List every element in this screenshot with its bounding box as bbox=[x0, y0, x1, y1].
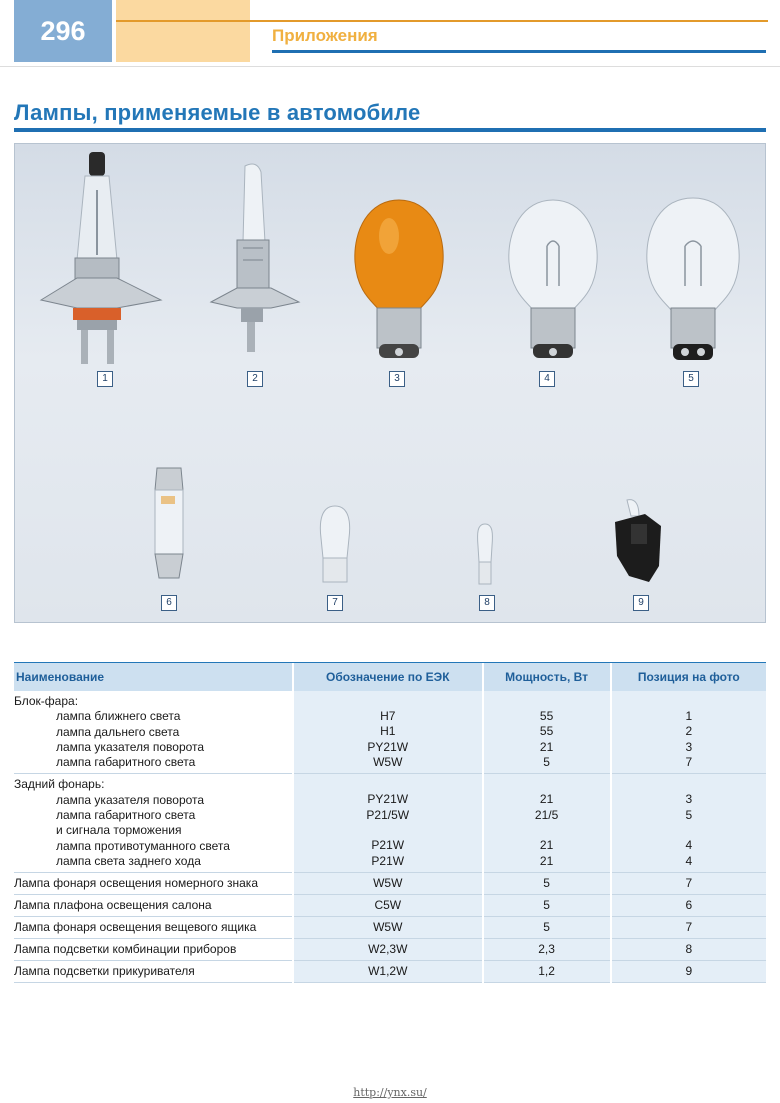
group-codes bbox=[293, 691, 483, 774]
group-powers bbox=[483, 774, 611, 873]
row-name: Лампа подсветки прикуривателя bbox=[14, 961, 293, 983]
table-header-row bbox=[14, 663, 766, 691]
table-group-taillamp bbox=[14, 774, 766, 873]
row-position: 7 bbox=[611, 873, 766, 895]
table-row bbox=[14, 939, 766, 961]
group-title: Задний фонарь: bbox=[14, 777, 105, 792]
row-position: 1 bbox=[685, 709, 693, 723]
footer-link[interactable]: http://ynx.su/ bbox=[353, 1086, 427, 1099]
photo-label-7: 7 bbox=[327, 595, 343, 611]
lamp-h1-image bbox=[209, 162, 309, 372]
row-power: 21 bbox=[539, 853, 554, 868]
col-header-position: Позиция на фото bbox=[611, 663, 766, 691]
group-powers bbox=[483, 691, 611, 774]
group-names bbox=[14, 774, 293, 873]
row-power: 5 bbox=[483, 873, 611, 895]
row-power: 5 bbox=[483, 895, 611, 917]
row-power: 55 bbox=[539, 724, 554, 739]
table-row bbox=[14, 961, 766, 983]
row-power: 55 bbox=[539, 709, 554, 723]
row-name: лампа света заднего хода bbox=[56, 853, 201, 868]
group-positions bbox=[611, 774, 766, 873]
photo-label-5: 5 bbox=[683, 371, 699, 387]
table-row bbox=[14, 917, 766, 939]
row-code bbox=[294, 823, 482, 838]
group-positions bbox=[611, 691, 766, 774]
lamps-table bbox=[14, 663, 766, 983]
row-position: 7 bbox=[611, 917, 766, 939]
row-power: 21 bbox=[539, 792, 554, 807]
row-name: лампа указателя поворота bbox=[56, 792, 205, 807]
row-code: P21W bbox=[371, 853, 405, 868]
group-codes bbox=[293, 774, 483, 873]
photo-label-1: 1 bbox=[97, 371, 113, 387]
row-code: H7 bbox=[380, 709, 396, 723]
photo-label-4: 4 bbox=[539, 371, 555, 387]
header-divider bbox=[116, 20, 768, 22]
row-code: W5W bbox=[293, 917, 483, 939]
row-position: 3 bbox=[685, 739, 693, 754]
row-code: W5W bbox=[373, 754, 403, 769]
row-name: Лампа фонаря освещения вещевого ящика bbox=[14, 917, 293, 939]
photo-label-9: 9 bbox=[633, 595, 649, 611]
col-header-code: Обозначение по ЕЭК bbox=[293, 663, 483, 691]
row-power: 21/5 bbox=[534, 807, 559, 822]
table-row bbox=[14, 873, 766, 895]
row-name: лампа указателя поворота bbox=[56, 739, 205, 754]
lamp-p21w-image bbox=[503, 196, 603, 366]
lamp-w2-3w-image bbox=[475, 522, 495, 588]
row-code: P21/5W bbox=[366, 807, 410, 822]
page-number: 296 bbox=[14, 0, 112, 62]
row-name: лампа ближнего света bbox=[56, 709, 181, 724]
row-position: 3 bbox=[685, 792, 693, 807]
row-name: лампа габаритного света bbox=[56, 808, 196, 823]
row-position bbox=[612, 823, 766, 838]
row-name: Лампа плафона освещения салона bbox=[14, 895, 293, 917]
row-power bbox=[484, 823, 610, 838]
row-name: и сигнала торможения bbox=[56, 823, 182, 838]
row-code: C5W bbox=[293, 895, 483, 917]
col-header-name: Наименование bbox=[14, 663, 293, 691]
photo-label-8: 8 bbox=[479, 595, 495, 611]
row-name: лампа габаритного света bbox=[56, 755, 196, 770]
photo-label-6: 6 bbox=[161, 595, 177, 611]
row-name: лампа дальнего света bbox=[56, 724, 180, 739]
photo-label-2: 2 bbox=[247, 371, 263, 387]
row-position: 7 bbox=[685, 754, 693, 769]
group-names bbox=[14, 691, 293, 774]
row-code: PY21W bbox=[367, 792, 409, 807]
section-title: Приложения bbox=[272, 26, 378, 45]
row-position: 2 bbox=[685, 724, 693, 739]
header-band bbox=[116, 0, 250, 62]
lamp-w1-2w-image bbox=[609, 496, 673, 590]
row-position: 9 bbox=[611, 961, 766, 983]
row-code: P21W bbox=[371, 838, 405, 853]
row-code: PY21W bbox=[367, 739, 409, 754]
row-power: 1,2 bbox=[483, 961, 611, 983]
col-header-power: Мощность, Вт bbox=[483, 663, 611, 691]
row-power: 21 bbox=[539, 838, 554, 853]
lamp-p21-5w-image bbox=[641, 194, 745, 366]
row-position: 4 bbox=[685, 838, 693, 853]
lamps-photo bbox=[14, 143, 766, 623]
row-code: H1 bbox=[380, 724, 396, 739]
row-name: Лампа фонаря освещения номерного знака bbox=[14, 873, 293, 895]
row-power: 21 bbox=[539, 739, 554, 754]
row-position: 6 bbox=[611, 895, 766, 917]
row-power: 5 bbox=[543, 754, 550, 769]
row-code: W1,2W bbox=[293, 961, 483, 983]
page-title: Лампы, применяемые в автомобиле bbox=[14, 100, 421, 125]
photo-label-3: 3 bbox=[389, 371, 405, 387]
section-underline bbox=[272, 50, 766, 53]
row-position: 4 bbox=[685, 853, 693, 868]
row-position: 8 bbox=[611, 939, 766, 961]
row-name: лампа противотуманного света bbox=[56, 838, 230, 853]
row-power: 5 bbox=[483, 917, 611, 939]
row-name: Лампа подсветки комбинации приборов bbox=[14, 939, 293, 961]
row-code: W5W bbox=[293, 873, 483, 895]
lamp-py21w-image bbox=[349, 196, 449, 366]
title-underline bbox=[14, 128, 766, 132]
lamp-c5w-image bbox=[149, 466, 189, 586]
group-title: Блок-фара: bbox=[14, 694, 79, 708]
lamp-w5w-image bbox=[315, 504, 355, 588]
lamp-h7-image bbox=[37, 150, 177, 370]
table-group-headlamp bbox=[14, 691, 766, 774]
row-position: 5 bbox=[685, 807, 693, 822]
row-code: W2,3W bbox=[293, 939, 483, 961]
header-rule bbox=[0, 66, 780, 67]
table-row bbox=[14, 895, 766, 917]
row-power: 2,3 bbox=[483, 939, 611, 961]
